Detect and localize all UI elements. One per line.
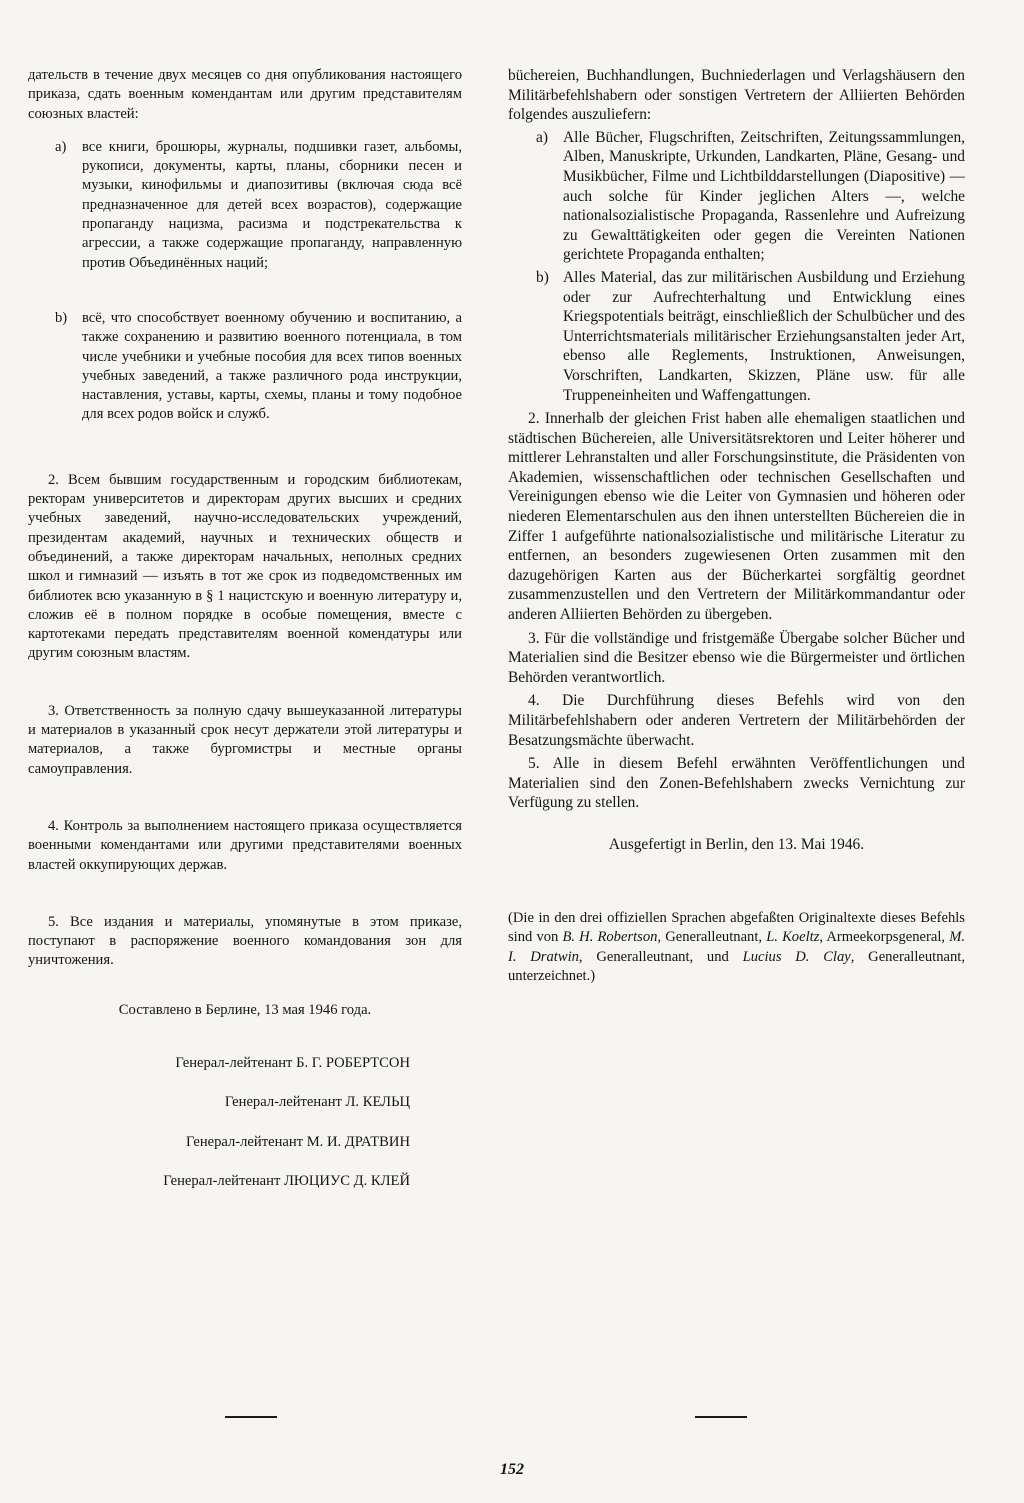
- ru-paragraph-5: 5. Все издания и материалы, упомянутые в этом приказе, поступают в распоряжение военного командования зон для уничтожения.: [28, 913, 462, 969]
- de-note-koeltz: L. Koeltz: [766, 929, 820, 946]
- ru-date-line: Составлено в Берлине, 13 мая 1946 года.: [118, 1001, 372, 1018]
- de-item-a-label: a): [536, 128, 548, 146]
- de-note-part-2: , Generalleutnant,: [657, 929, 767, 946]
- ru-signature-dratwin: Генерал-лейтенант М. И. ДРАТВИН: [186, 1133, 410, 1150]
- de-item-a-text: Alle Bücher, Flugschriften, Zeitschriften, Zeitungssammlungen, Alben, Manuskripte, Urkunden, Landkarten, Pläne, Gesang- und Musikbücher, Filme und Lichtbilddarstellungen (Diapositive) — auch solche für Kinder jeglichen Alters —, welche nationalsozialistische Propaganda, Rassenlehre und Aufreizung zu Gewalttätigkeiten oder gegen die Vereinten Nationen gerichtete Propaganda enthalten;: [563, 128, 965, 264]
- ru-signature-clay: Генерал-лейтенант ЛЮЦИУС Д. КЛЕЙ: [163, 1172, 410, 1189]
- de-date-line: Ausgefertigt in Berlin, den 13. Mai 1946.: [608, 835, 865, 853]
- de-signature-note: [508, 909, 965, 987]
- de-intro: büchereien, Buchhandlungen, Buchniederlagen und Verlagshäusern den Militärbefehlshabern oder sonstigen Vertretern der Alliierten Behörden folgendes auszuliefern:: [508, 67, 965, 124]
- de-note-clay: Lucius D. Clay: [742, 948, 851, 965]
- de-note-part-5: , Generalleutnant, unterzeichnet.): [508, 948, 966, 985]
- de-note-dratwin: M. I. Dratwin: [508, 929, 965, 965]
- de-item-b-text: Alles Material, das zur militärischen Ausbildung und Erziehung oder zur Aufrechterhaltung und Entwicklung eines Kriegspotentials beiträgt, einschließlich der Schulbücher und des Unterrichtsmaterials militärischer Erziehungsanstalten jeder Art, ebenso alle Reglements, Instruktionen, Anweisungen, Vorschriften, Landkarten, Skizzen, Pläne usw. für alle Truppeneinheiten und Waffengattungen.: [563, 268, 965, 404]
- ru-paragraph-3: 3. Ответственность за полную сдачу вышеуказанной литературы и материалов в указанный срок несут держатели этой литературы и материалов, а также бургомистры и местные органы самоуправления.: [28, 702, 462, 777]
- ru-item-a: [55, 138, 462, 273]
- ru-item-a-text: все книги, брошюры, журналы, подшивки газет, альбомы, рукописи, документы, карты, планы, сборники песен и музыки, кинофильмы и диапозитивы (включая сюда всё предназначенное для детей всех возрастов), содержащие пропаганду нацизма, расизма и подстрекательства к агрессии, а также содержащие пропаганду, направленную против Объединённых наций;: [82, 138, 462, 271]
- de-note-part-4: , Generalleutnant, und: [578, 948, 743, 965]
- ru-closing-rule: [225, 1416, 277, 1418]
- ru-signature-robertson: Генерал-лейтенант Б. Г. РОБЕРТСОН: [175, 1054, 410, 1071]
- de-note-robertson: B. H. Robertson: [562, 929, 658, 946]
- ru-signature-koeltz: Генерал-лейтенант Л. КЕЛЬЦ: [224, 1094, 410, 1111]
- page-number: 152: [500, 1461, 524, 1478]
- russian-column: [28, 66, 462, 1191]
- ru-item-a-label: a): [55, 138, 67, 155]
- ru-item-b-label: b): [55, 309, 68, 326]
- de-note-part-3: , Armeekorpsgeneral,: [819, 929, 950, 946]
- ru-paragraph-2: 2. Всем бывшим государственным и городским библиотекам, ректорам университетов и директорам других высших и средних учебных заведений, научно-исследовательских учреждений, президентам академий, научных и технических обществ и объединений, а также директорам начальных, неполных средних школ и гимназий — изъять в тот же срок из подведомственных им библиотек всю указанную в § 1 нацистскую и военную литературу и, сложив её в полном порядке в особые помещения, вместе с картотеками передать представителям военной комендатуры или другим союзным властям.: [28, 471, 462, 662]
- de-paragraph-3: 3. Für die vollständige und fristgemäße Übergabe solcher Bücher und Materialien sind die Besitzer ebenso wie die Bürgermeister und örtlichen Behörden verantwortlich.: [508, 629, 965, 686]
- de-item-b-label: b): [536, 268, 549, 286]
- de-item-b: [536, 268, 965, 405]
- de-paragraph-4: 4. Die Durchführung dieses Befehls wird von den Militärbefehlshabern oder anderen Vertretern der Militärbehörden der Besatzungsmächte überwacht.: [508, 692, 965, 749]
- de-item-a: [536, 128, 965, 265]
- ru-intro: дательств в течение двух месяцев со дня опубликования настоящего приказа, сдать военным комендантам или другим представителям союзных властей:: [28, 67, 462, 122]
- ru-item-b: [55, 309, 462, 425]
- de-paragraph-5: 5. Alle in diesem Befehl erwähnten Veröffentlichungen und Materialien sind den Zonen-Befehlshabern zwecks Vernichtung zur Verfügung zu stellen.: [508, 755, 965, 812]
- de-paragraph-2: 2. Innerhalb der gleichen Frist haben alle ehemaligen staatlichen und städtischen Büchereien, alle Universitätsrektoren und Leiter höherer und mittlerer Lehranstalten und aller Forschungsinstitute, die Präsidenten von Akademien, wissenschaftlichen oder technischen Gesellschaften und Vereinigungen ebenso wie die Leiter von Gymnasien und höheren oder niederen Elementarschulen aus den ihnen unterstellten Büchereien die in Ziffer 1 aufgeführte nationalsozialistische und militärische Literatur zu entfernen, an besonders zugewiesenen Orten zusammen mit den dazugehörigen Karten aus der Bücherkartei sorgfältig geordnet zusammenzustellen und den Vertretern der Militärkommandantur oder anderen Alliierten Behörden zu übergeben.: [508, 410, 965, 624]
- de-closing-rule: [695, 1416, 747, 1418]
- ru-paragraph-4: 4. Контроль за выполнением настоящего приказа осуществляется военными комендантами или другими представителями военных властей оккупирующих держав.: [28, 817, 462, 873]
- german-column: [508, 66, 965, 987]
- de-note-part-1: (Die in den drei offiziellen Sprachen abgefaßten Originaltexte dieses Befehls sind von: [508, 909, 965, 946]
- ru-item-b-text: всё, что способствует военному обучению и воспитанию, а также сохранению и развитию военного потенциала, в том числе учебники и учебные пособия для всех типов военных учебных заведений, а также различного рода инструкции, наставления, уставы, карты, схемы, планы и тому подобное для всех родов войск и служб.: [82, 309, 462, 423]
